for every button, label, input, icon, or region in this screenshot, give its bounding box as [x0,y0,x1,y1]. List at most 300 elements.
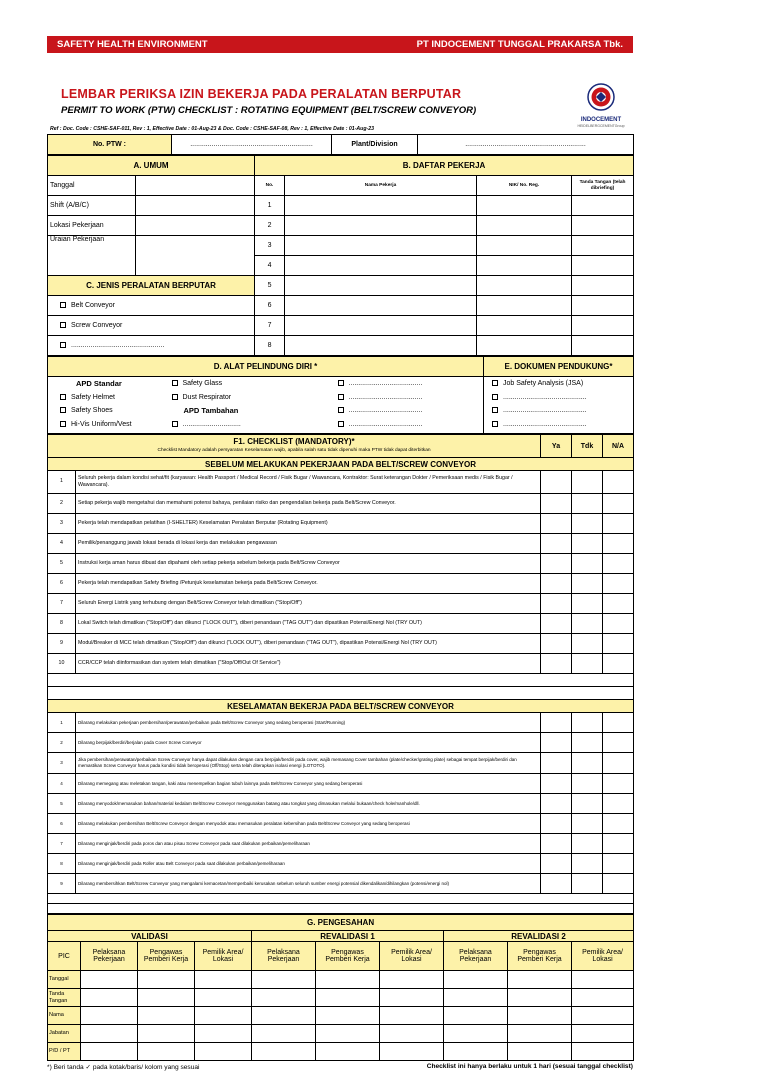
signature-field[interactable] [252,1007,316,1025]
signature-field[interactable] [81,1025,138,1043]
checklist-na-cell[interactable] [603,753,634,774]
checklist-tdk-cell[interactable] [572,713,603,733]
signature-field[interactable] [508,971,572,989]
checkbox-icon[interactable] [172,394,178,400]
pekerja-row-no: 8 [255,336,285,356]
apd-extra-label: ...................................... [348,407,423,414]
checklist-sec2-row [48,753,634,774]
pekerja-nama-field[interactable] [285,216,477,236]
apd-title: D. ALAT PELINDUNG DIRI * [48,357,484,377]
signature-field[interactable] [81,1043,138,1061]
dokumen-other-option[interactable] [492,391,631,405]
checklist-tdk-cell[interactable] [572,774,603,794]
checklist-sec2-text: Dilarang berpijak/berdiri/berjalan pada Cover Screw Conveyor [76,733,541,753]
apd-vest-option[interactable] [60,418,168,432]
signature-field[interactable] [316,989,380,1007]
checklist-sec1-text: Pekerja telah mendapatkan pelatihan (I-SHELTER) Keselamatan Peralatan Berputar (Rotating Equipment) [76,514,541,534]
checklist-sec1-text: Seluruh pekerja dalam kondisi sehat/fit (karyawan: Health Passport / Medical Record / Fisik Bugar / Wawancara, Kontraktor: Surat keterangan Dokter / Pemeriksaan medis / Fisik Bugar / Wawancara). [76,471,541,494]
checklist-tdk-cell[interactable] [572,794,603,814]
signature-field[interactable] [572,971,634,989]
col-pemilik: Pemilik Area/ Lokasi [572,942,634,971]
apd-extra-option[interactable] [338,377,482,391]
apd-extra-label: ...................................... [348,380,423,387]
umum-tanggal-field[interactable] [136,176,255,196]
checklist-sec1-number: 2 [48,494,76,514]
checkbox-icon[interactable] [60,302,66,308]
apd-tambahan-label: APD Tambahan [183,406,239,415]
checkbox-icon[interactable] [338,421,344,427]
checkbox-icon[interactable] [172,421,178,427]
footer [47,1061,633,1071]
pekerja-ttd-field[interactable] [572,296,634,316]
checkbox-icon[interactable] [60,421,66,427]
pekerja-row-no: 3 [255,236,285,256]
signature-field[interactable] [380,1025,444,1043]
validasi-label: VALIDASI [48,931,252,942]
signature-row [48,1025,634,1043]
checklist-sec2-number: 7 [48,834,76,854]
signature-field[interactable] [138,989,195,1007]
checklist-sec1-text: Lokal Switch telah dimatikan ("Stop/Off") dan dikunci ("LOCK OUT"), diberi penandaan ("TAG OUT") dan dipastikan Potensi/Energi Nol (TRY OUT) [76,614,541,634]
checklist-na-cell[interactable] [603,594,634,614]
umum-shift-label: Shift (A/B/C) [48,196,136,216]
checklist-ya-cell[interactable] [541,774,572,794]
pekerja-nama-field[interactable] [285,316,477,336]
checklist-f1 [47,434,634,914]
checklist-sec2-row [48,713,634,733]
checklist-tdk-cell[interactable] [572,814,603,834]
checklist-ya-cell[interactable] [541,654,572,674]
signature-field[interactable] [195,989,252,1007]
signature-field[interactable] [252,971,316,989]
checklist-na-cell[interactable] [603,854,634,874]
checklist-sec2-number: 2 [48,733,76,753]
checklist-ya-cell[interactable] [541,854,572,874]
checklist-sec1-text: Pemilik/penanggung jawab lokasi berada di lokasi kerja dan melakukan pengawasan [76,534,541,554]
dokumen-other-label: ........................................... [503,420,587,428]
dokumen-jsa-option[interactable] [492,377,631,391]
signature-field[interactable] [138,1025,195,1043]
checklist-sec1-text: Modul/Breaker di MCC telah dimatikan ("Stop/Off") dan dikunci ("LOCK OUT"), diberi penandaan ("TAG OUT"), dipastikan Potensi/Energi Nol (TRY OUT) [76,634,541,654]
pekerja-row-no: 5 [255,276,285,296]
pekerja-nik-field[interactable] [477,256,572,276]
checkbox-icon[interactable] [492,407,498,413]
signature-field[interactable] [195,1043,252,1061]
checklist-na-cell[interactable] [603,733,634,753]
signature-field[interactable] [508,1007,572,1025]
col-pengawas: Pengawas Pemberi Kerja [508,942,572,971]
apd-extra-label: ...................................... [348,393,423,401]
pengesahan [47,914,634,1061]
checklist-sec2-row [48,733,634,753]
checklist-sec2-row [48,814,634,834]
umum-shift-field[interactable] [136,196,255,216]
checkbox-icon[interactable] [492,421,498,427]
apd-shoes-option[interactable] [60,404,168,418]
checklist-na-cell[interactable] [603,654,634,674]
checklist-sec1-number: 5 [48,554,76,574]
umum-lokasi-field[interactable] [136,216,255,236]
pengesahan-title: G. PENGESAHAN [48,915,634,931]
signature-field[interactable] [444,1043,508,1061]
apd-vest-label: Hi-Vis Uniform/Vest [71,420,132,428]
checklist-na-cell[interactable] [603,471,634,494]
checklist-sec1-number: 9 [48,634,76,654]
apd-shoes-label: Safety Shoes [71,407,113,414]
checklist-ya-cell[interactable] [541,514,572,534]
apd-helmet-option[interactable] [60,391,168,405]
signature-row-label: P/D / PT [48,1043,81,1061]
signature-field[interactable] [195,971,252,989]
signature-field[interactable] [572,1043,634,1061]
jenis-other-label: ................................................ [71,342,165,349]
pekerja-col-nama: Nama Pekerja [285,176,477,196]
signature-field[interactable] [252,989,316,1007]
checkbox-icon[interactable] [492,394,498,400]
col-pelaksana: Pelaksana Pekerjaan [444,942,508,971]
form-sheet [47,36,633,1071]
dokumen-other-option[interactable] [492,404,631,418]
checklist-ya-cell[interactable] [541,794,572,814]
checklist-tdk-cell[interactable] [572,554,603,574]
signature-row-label: Jabatan [48,1025,81,1043]
checklist-sec2-row [48,774,634,794]
section-abc [47,155,634,356]
pekerja-nik-field[interactable] [477,236,572,256]
checklist-tdk-cell[interactable] [572,854,603,874]
pekerja-nama-field[interactable] [285,296,477,316]
signature-field[interactable] [316,1025,380,1043]
f1-sec2-items [48,713,634,894]
checklist-sec1-row [48,574,634,594]
checklist-ya-cell[interactable] [541,614,572,634]
signature-field[interactable] [252,1043,316,1061]
checklist-sec1-text: CCR/CCP telah diinformasikan dan system telah dimatikan ("Stop/Off/Out Of Service") [76,654,541,674]
plant-label: Plant/Division [332,135,418,155]
apd-extra-option[interactable] [338,404,482,418]
checklist-sec1-number: 8 [48,614,76,634]
signature-field[interactable] [195,1025,252,1043]
signature-row-label: Tanggal [48,971,81,989]
checklist-na-cell[interactable] [603,794,634,814]
revalidasi1-label: REVALIDASI 1 [252,931,444,942]
checklist-tdk-cell[interactable] [572,594,603,614]
checklist-na-cell[interactable] [603,634,634,654]
checkbox-icon[interactable] [338,380,344,386]
pekerja-col-ttd: Tanda Tangan (telah dibriefing) [572,176,634,196]
checklist-na-cell[interactable] [603,534,634,554]
checklist-sec1-row [48,654,634,674]
jenis-screw-label: Screw Conveyor [71,322,123,329]
signature-rows [48,971,634,1061]
checklist-sec2-row [48,834,634,854]
pekerja-ttd-field[interactable] [572,236,634,256]
checklist-tdk-cell[interactable] [572,874,603,894]
checklist-na-cell[interactable] [603,834,634,854]
signature-row-label: Nama [48,1007,81,1025]
checklist-tdk-cell[interactable] [572,614,603,634]
jenis-screw-option[interactable] [48,316,255,336]
f1-col-tdk: Tdk [572,435,603,458]
checklist-na-cell[interactable] [603,774,634,794]
footer-note: *) Beri tanda ✓ pada kotak/baris/ kolom yang sesuai [47,1064,200,1071]
signature-field[interactable] [138,971,195,989]
pekerja-col-no: No. [255,176,285,196]
checklist-tdk-cell[interactable] [572,733,603,753]
checklist-na-cell[interactable] [603,874,634,894]
pekerja-nama-field[interactable] [285,236,477,256]
apd-extra-label: .............................. [182,420,241,428]
checklist-tdk-cell[interactable] [572,471,603,494]
logo-subtext: HEIDELBERGCEMENTGroup [577,124,625,128]
checklist-tdk-cell[interactable] [572,494,603,514]
dokumen-other-label: ........................................... [503,393,587,401]
checklist-ya-cell[interactable] [541,494,572,514]
checklist-na-cell[interactable] [603,614,634,634]
checklist-sec1-text: Instruksi kerja aman harus dibuat dan dipahami oleh setiap pekerja sebelum bekerja pada Belt/Screw Conveyor [76,554,541,574]
col-pemilik: Pemilik Area/ Lokasi [380,942,444,971]
ptw-row [47,134,634,155]
checklist-tdk-cell[interactable] [572,534,603,554]
signature-field[interactable] [81,971,138,989]
dokumen-other-option[interactable] [492,418,631,432]
checklist-tdk-cell[interactable] [572,753,603,774]
checklist-ya-cell[interactable] [541,814,572,834]
checklist-tdk-cell[interactable] [572,634,603,654]
pekerja-row-no: 6 [255,296,285,316]
checklist-sec2-number: 5 [48,794,76,814]
col-pelaksana: Pelaksana Pekerjaan [252,942,316,971]
checklist-tdk-cell[interactable] [572,834,603,854]
dokumen-title: E. DOKUMEN PENDUKUNG* [484,357,634,377]
checklist-sec1-row [48,554,634,574]
apd-dust-option[interactable] [172,391,286,405]
ptw-no-label: No. PTW : [48,135,172,155]
checklist-sec2-number: 3 [48,753,76,774]
signature-field[interactable] [316,1007,380,1025]
checklist-ya-cell[interactable] [541,574,572,594]
checklist-ya-cell[interactable] [541,594,572,614]
apd-dust-label: Dust Respirator [182,393,232,401]
pekerja-nik-field[interactable] [477,336,572,356]
form-header [47,53,633,128]
signature-field[interactable] [444,1007,508,1025]
checklist-sec1-text: Pekerja telah mendapatkan Safety Briefing /Petunjuk keselamatan bekerja pada Belt/Screw Conveyor. [76,574,541,594]
signature-row [48,1007,634,1025]
pic-label: PIC [48,942,81,971]
ptw-no-field[interactable]: ............................................................... [172,135,332,155]
checklist-ya-cell[interactable] [541,874,572,894]
checklist-ya-cell[interactable] [541,753,572,774]
company-logo [575,83,627,128]
signature-row-label: Tanda Tangan [48,989,81,1007]
pekerja-nik-field[interactable] [477,276,572,296]
checkbox-icon[interactable] [60,322,66,328]
checklist-sec1-number: 4 [48,534,76,554]
f1-col-na: N/A [603,435,634,458]
checklist-ya-cell[interactable] [541,713,572,733]
f1-spacer [48,894,634,904]
signature-field[interactable] [81,989,138,1007]
checklist-na-cell[interactable] [603,554,634,574]
dokumen-jsa-label: Job Safety Analysis (JSA) [503,380,584,387]
checklist-ya-cell[interactable] [541,834,572,854]
checklist-sec2-number: 8 [48,854,76,874]
checklist-sec1-text: Seluruh Energi Listrik yang terhubung dengan Belt/Screw Conveyor telah dimatikan ("Stop/Off") [76,594,541,614]
signature-field[interactable] [380,971,444,989]
checklist-na-cell[interactable] [603,574,634,594]
logo-emblem-icon [587,83,615,111]
dokumen-col [484,377,634,434]
f1-spacer [48,674,634,687]
checklist-sec1-row [48,514,634,534]
checklist-sec2-text: Dilarang melakukan pembersihan Belt/Screw Conveyor dengan menyodok atau memasukan peralatan kebersihan pada Belt/Screw Conveyor yang sedang beroperasi [76,814,541,834]
checklist-ya-cell[interactable] [541,554,572,574]
col-pemilik: Pemilik Area/ Lokasi [195,942,252,971]
jenis-belt-label: Belt Conveyor [71,302,115,309]
checkbox-icon[interactable] [338,394,344,400]
checkbox-icon[interactable] [60,394,66,400]
checklist-na-cell[interactable] [603,494,634,514]
checkbox-icon[interactable] [60,342,66,348]
pekerja-nama-field[interactable] [285,196,477,216]
section-de [47,356,634,434]
col-pengawas: Pengawas Pemberi Kerja [138,942,195,971]
pekerja-ttd-field[interactable] [572,276,634,296]
pekerja-nama-field[interactable] [285,256,477,276]
checklist-ya-cell[interactable] [541,471,572,494]
pekerja-ttd-field[interactable] [572,316,634,336]
pekerja-ttd-field[interactable] [572,196,634,216]
pekerja-row-no: 1 [255,196,285,216]
checklist-sec1-number: 1 [48,471,76,494]
top-banner [47,36,633,53]
signature-field[interactable] [252,1025,316,1043]
checklist-tdk-cell[interactable] [572,574,603,594]
pekerja-row-no: 4 [255,256,285,276]
checklist-sec2-row [48,854,634,874]
f1-header [48,435,541,458]
checklist-ya-cell[interactable] [541,634,572,654]
checklist-sec2-number: 1 [48,713,76,733]
f1-sec1-title: SEBELUM MELAKUKAN PEKERJAAN PADA BELT/SCREW CONVEYOR [48,458,634,471]
checklist-tdk-cell[interactable] [572,654,603,674]
signature-field[interactable] [572,1025,634,1043]
banner-left: SAFETY HEALTH ENVIRONMENT [57,39,208,50]
jenis-other-option[interactable] [48,336,255,356]
signature-field[interactable] [444,989,508,1007]
signature-field[interactable] [508,989,572,1007]
signature-field[interactable] [444,971,508,989]
f1-col-ya: Ya [541,435,572,458]
signature-field[interactable] [81,1007,138,1025]
checklist-na-cell[interactable] [603,514,634,534]
pekerja-ttd-field[interactable] [572,256,634,276]
f1-sec2-title: KESELAMATAN BEKERJA PADA BELT/SCREW CONVEYOR [48,700,634,713]
jenis-belt-option[interactable] [48,296,255,316]
signature-field[interactable] [380,1007,444,1025]
pekerja-nama-field[interactable] [285,276,477,296]
checklist-sec1-row [48,534,634,554]
signature-field[interactable] [195,1007,252,1025]
pekerja-ttd-field[interactable] [572,336,634,356]
signature-field[interactable] [508,1025,572,1043]
checklist-sec1-row [48,634,634,654]
checkbox-icon[interactable] [338,407,344,413]
signature-field[interactable] [316,1043,380,1061]
checklist-sec2-row [48,874,634,894]
checklist-sec2-text: Dilarang menginjak/berdiri pada poros dan atau pisau Screw Conveyor pada saat dilakukan perbaikan/pemeliharaan [76,834,541,854]
apd-standar-col [48,377,170,434]
signature-field[interactable] [572,989,634,1007]
apd-extra-option[interactable] [338,418,482,432]
checklist-sec2-row [48,794,634,814]
plant-field[interactable]: .............................................................. [418,135,634,155]
form-title: LEMBAR PERIKSA IZIN BEKERJA PADA PERALATAN BERPUTAR [61,87,462,101]
signature-field[interactable] [380,1043,444,1061]
checkbox-icon[interactable] [492,380,498,386]
umum-title: A. UMUM [48,156,255,176]
pekerja-nama-field[interactable] [285,336,477,356]
checklist-sec2-text: Dilarang melakukan pekerjaan pembersihan/perawatan/perbaikan pada Belt/Screw Conveyor yang sedang beroperasi (Start/Running) [76,713,541,733]
signature-row [48,971,634,989]
signature-field[interactable] [508,1043,572,1061]
f1-note: Checklist Mandatory adalah persyaratan Keselamatan wajib, apabila salah satu tidak dipenuhi maka PTW tidak dapat diterbitkan [157,448,431,453]
col-pelaksana: Pelaksana Pekerjaan [81,942,138,971]
checklist-ya-cell[interactable] [541,534,572,554]
apd-extra-option[interactable] [172,418,286,432]
pekerja-row-no: 2 [255,216,285,236]
signature-field[interactable] [138,1043,195,1061]
checklist-na-cell[interactable] [603,814,634,834]
f1-sec1-items [48,471,634,674]
checklist-ya-cell[interactable] [541,733,572,753]
signature-field[interactable] [444,1025,508,1043]
form-subtitle: PERMIT TO WORK (PTW) CHECKLIST : ROTATING EQUIPMENT (BELT/SCREW CONVEYOR) [61,105,477,116]
pekerja-nik-field[interactable] [477,296,572,316]
apd-glass-option[interactable] [172,377,286,391]
checklist-sec1-row [48,594,634,614]
pekerja-nik-field[interactable] [477,316,572,336]
signature-field[interactable] [138,1007,195,1025]
pekerja-nik-field[interactable] [477,216,572,236]
signature-field[interactable] [380,989,444,1007]
checkbox-icon[interactable] [172,380,178,386]
checklist-na-cell[interactable] [603,713,634,733]
checklist-sec1-number: 7 [48,594,76,614]
apd-extra-option[interactable] [338,391,482,405]
signature-field[interactable] [316,971,380,989]
revalidasi2-label: REVALIDASI 2 [444,931,634,942]
pekerja-ttd-field[interactable] [572,216,634,236]
apd-standar-label: APD Standar [76,379,122,388]
checklist-sec2-number: 6 [48,814,76,834]
signature-row [48,989,634,1007]
umum-uraian-field[interactable] [136,236,255,276]
logo-text: INDOCEMENT [580,117,622,123]
checklist-sec1-number: 10 [48,654,76,674]
checklist-sec1-row [48,471,634,494]
checklist-sec2-text: Dilarang menginjak/berdiri pada Roller atau Belt Conveyor pada saat dilakukan perbaikan/pemeliharaan [76,854,541,874]
checklist-tdk-cell[interactable] [572,514,603,534]
apd-helmet-label: Safety Helmet [71,393,115,401]
pekerja-nik-field[interactable] [477,196,572,216]
jenis-title: C. JENIS PERALATAN BERPUTAR [48,276,255,296]
f1-spacer [48,687,634,700]
umum-lokasi-label: Lokasi Pekerjaan [48,216,136,236]
signature-field[interactable] [572,1007,634,1025]
checkbox-icon[interactable] [60,407,66,413]
